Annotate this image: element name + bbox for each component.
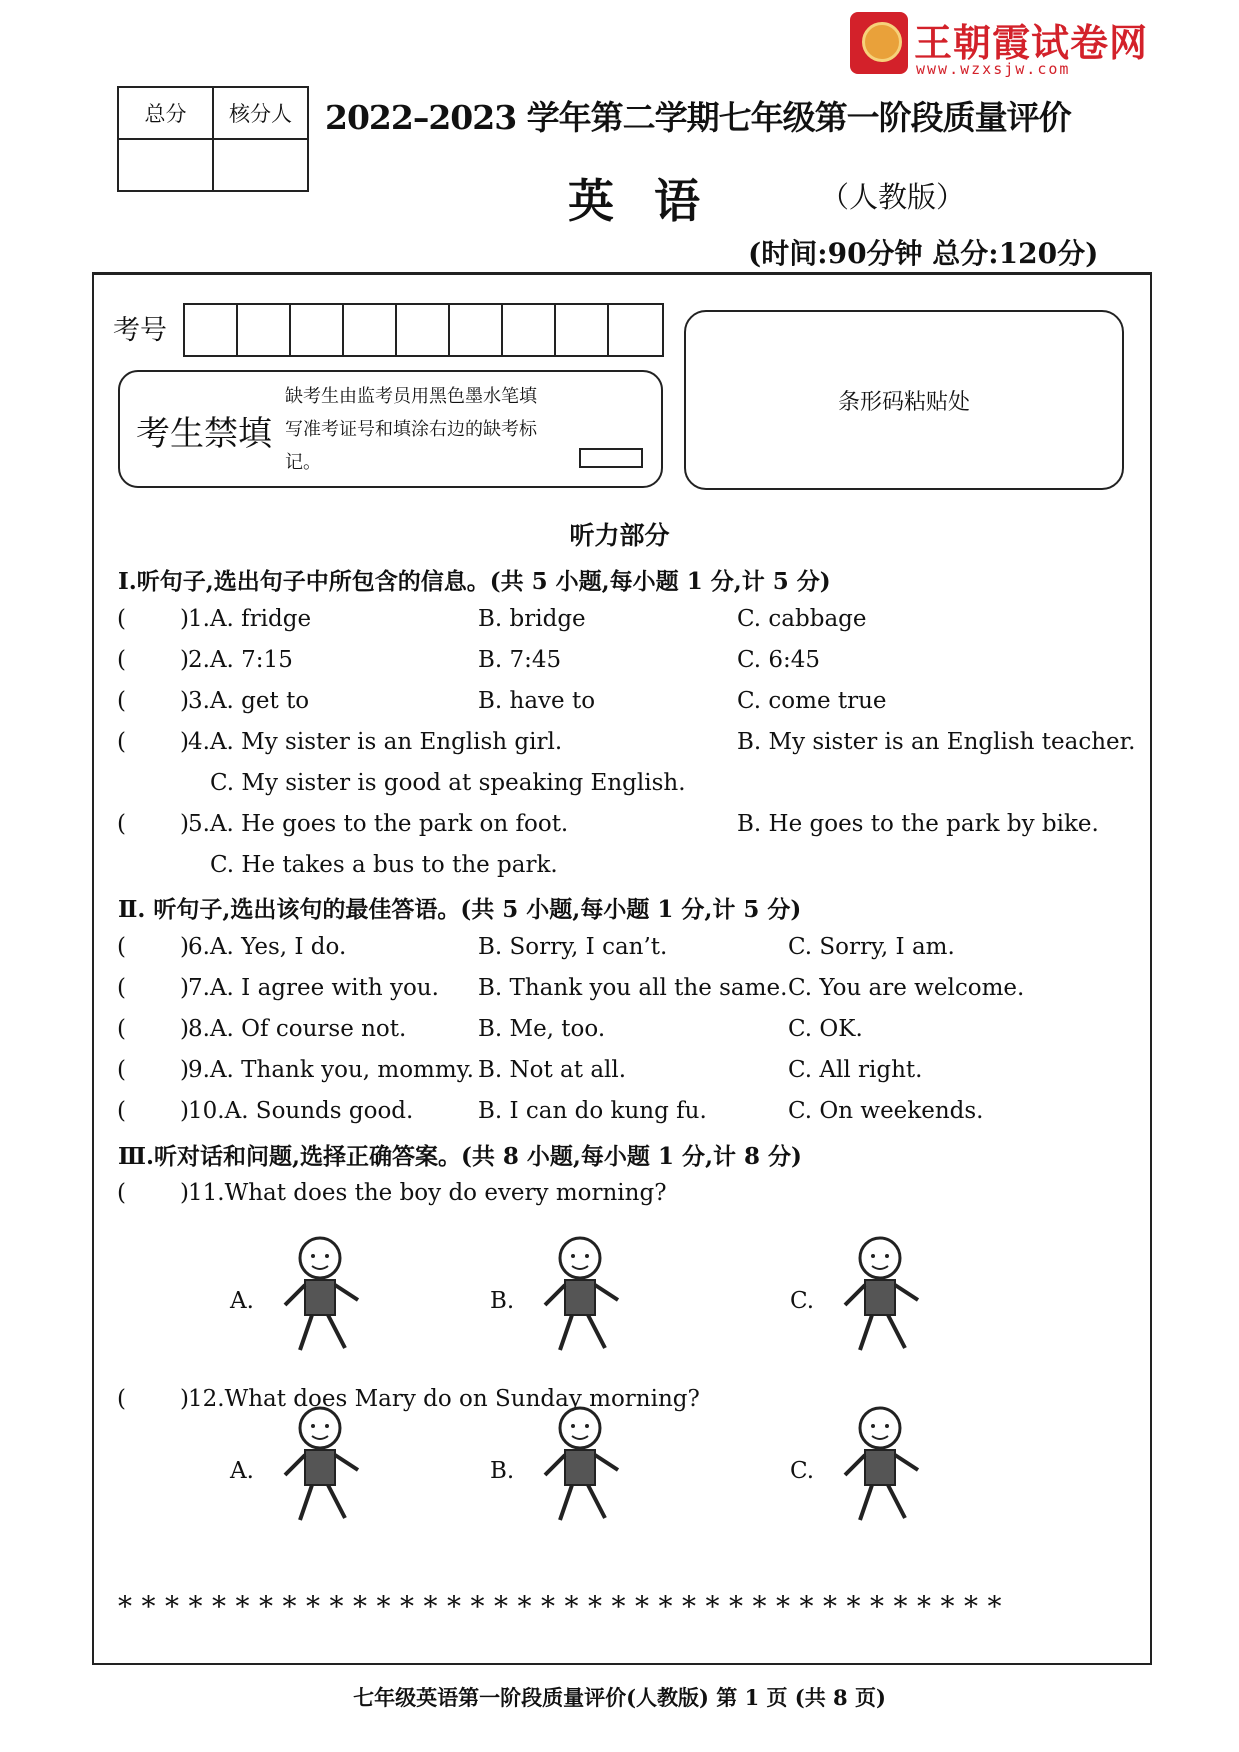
answer-paren-close: ) xyxy=(180,934,189,960)
question-4-option-a: 4.A. My sister is an English girl. xyxy=(188,729,563,755)
answer-paren-close: ) xyxy=(180,1098,189,1124)
logo-url: www.wzxsjw.com xyxy=(916,60,1071,78)
question-9-option-a: 9.A. Thank you, mommy. xyxy=(188,1057,474,1083)
checker-header: 核分人 xyxy=(213,87,308,139)
answer-paren-close: ) xyxy=(180,1386,189,1412)
question-7-option-b: B. Thank you all the same. xyxy=(478,975,788,1001)
answer-paren-open[interactable]: ( xyxy=(117,975,126,1001)
answer-paren-close: ) xyxy=(180,606,189,632)
total-score-cell[interactable] xyxy=(118,139,213,191)
total-score-header: 总分 xyxy=(118,87,213,139)
question-4-option-c: C. My sister is good at speaking English. xyxy=(210,770,686,796)
answer-paren-open[interactable]: ( xyxy=(117,1016,126,1042)
answer-paren-close: ) xyxy=(180,1016,189,1042)
candidate-forbidden-box xyxy=(118,370,663,488)
question-12-picture-b-illustration[interactable] xyxy=(530,1400,640,1530)
question-4-option-b: B. My sister is an English teacher. xyxy=(737,729,1136,755)
question-8-option-a: 8.A. Of course not. xyxy=(188,1016,407,1042)
checker-cell[interactable] xyxy=(213,139,308,191)
question-5-option-c: C. He takes a bus to the park. xyxy=(210,852,558,878)
answer-paren-open[interactable]: ( xyxy=(117,647,126,673)
question-1-option-c: C. cabbage xyxy=(737,606,867,632)
answer-paren-open[interactable]: ( xyxy=(117,1057,126,1083)
site-logo xyxy=(850,12,1162,78)
answer-paren-open[interactable]: ( xyxy=(117,1098,126,1124)
answer-paren-open[interactable]: ( xyxy=(117,934,126,960)
answer-paren-open[interactable]: ( xyxy=(117,729,126,755)
answer-paren-close: ) xyxy=(180,1180,189,1206)
question-5-option-b: B. He goes to the park by bike. xyxy=(737,811,1099,837)
listening-part-heading: 听力部分 xyxy=(569,521,670,550)
answer-paren-open[interactable]: ( xyxy=(117,688,126,714)
answer-paren-open[interactable]: ( xyxy=(117,1180,126,1206)
question-6-option-a: 6.A. Yes, I do. xyxy=(188,934,347,960)
question-11-text: 11.What does the boy do every morning? xyxy=(188,1180,667,1206)
subject-title: 英语 xyxy=(568,174,740,228)
question-12-picture-c-label: C. xyxy=(790,1458,815,1484)
question-3-option-b: B. have to xyxy=(478,688,596,714)
question-11-picture-c-label: C. xyxy=(790,1288,815,1314)
question-11-picture-a-illustration[interactable] xyxy=(270,1230,380,1360)
logo-name: 王朝霞试卷网 xyxy=(914,21,1149,65)
exam-number-boxes[interactable] xyxy=(183,303,664,357)
question-9-option-c: C. All right. xyxy=(788,1057,923,1083)
forbidden-note: 缺考生由监考员用黑色墨水笔填写准考证号和填涂右边的缺考标记。 xyxy=(285,386,537,473)
answer-paren-close: ) xyxy=(180,647,189,673)
question-2-option-c: C. 6:45 xyxy=(737,647,821,673)
question-1-option-b: B. bridge xyxy=(478,606,586,632)
question-10-option-b: B. I can do kung fu. xyxy=(478,1098,707,1124)
question-2-option-b: B. 7:45 xyxy=(478,647,562,673)
absent-mark-box[interactable] xyxy=(579,448,643,468)
section-3-title: Ⅲ.听对话和问题,选择正确答案。(共 8 小题,每小题 1 分,计 8 分) xyxy=(118,1143,802,1170)
question-10-option-c: C. On weekends. xyxy=(788,1098,984,1124)
question-7-option-a: 7.A. I agree with you. xyxy=(188,975,439,1001)
page-footer: 七年级英语第一阶段质量评价(人教版) 第 1 页 (共 8 页) xyxy=(353,1685,886,1710)
question-6-option-b: B. Sorry, I can’t. xyxy=(478,934,668,960)
answer-paren-open[interactable]: ( xyxy=(117,606,126,632)
question-7-option-c: C. You are welcome. xyxy=(788,975,1025,1001)
question-2-option-a: 2.A. 7:15 xyxy=(188,647,293,673)
answer-paren-close: ) xyxy=(180,688,189,714)
question-11-picture-a-label: A. xyxy=(230,1288,254,1314)
answer-paren-close: ) xyxy=(180,975,189,1001)
question-12-picture-a-label: A. xyxy=(230,1458,254,1484)
question-10-option-a: 10.A. Sounds good. xyxy=(188,1098,414,1124)
edition-label: （人教版） xyxy=(820,180,966,214)
question-12-picture-b-label: B. xyxy=(490,1458,515,1484)
answer-paren-close: ) xyxy=(180,729,189,755)
logo-badge-icon xyxy=(850,12,908,74)
score-table xyxy=(117,86,309,192)
question-6-option-c: C. Sorry, I am. xyxy=(788,934,955,960)
question-8-option-c: C. OK. xyxy=(788,1016,863,1042)
question-8-option-b: B. Me, too. xyxy=(478,1016,606,1042)
answer-paren-close: ) xyxy=(180,1057,189,1083)
time-score-info: (时间:90分钟 总分:120分) xyxy=(748,237,1099,270)
barcode-area xyxy=(684,310,1124,490)
answer-paren-open[interactable]: ( xyxy=(117,1386,126,1412)
question-12-picture-c-illustration[interactable] xyxy=(830,1400,940,1530)
question-11-picture-b-label: B. xyxy=(490,1288,515,1314)
question-11-picture-b-illustration[interactable] xyxy=(530,1230,640,1360)
question-12-picture-a-illustration[interactable] xyxy=(270,1400,380,1530)
answer-paren-open[interactable]: ( xyxy=(117,811,126,837)
question-3-option-c: C. come true xyxy=(737,688,887,714)
question-3-option-a: 3.A. get to xyxy=(188,688,310,714)
section-1-title: Ⅰ.听句子,选出句子中所包含的信息。(共 5 小题,每小题 1 分,计 5 分) xyxy=(118,568,831,595)
question-11-picture-c-illustration[interactable] xyxy=(830,1230,940,1360)
divider-stars: ************************************** xyxy=(118,1590,1011,1623)
exam-title: 2022–2023 学年第二学期七年级第一阶段质量评价 xyxy=(325,98,1071,137)
exam-number-label: 考号 xyxy=(113,315,167,346)
question-9-option-b: B. Not at all. xyxy=(478,1057,627,1083)
answer-paren-close: ) xyxy=(180,811,189,837)
question-5-option-a: 5.A. He goes to the park on foot. xyxy=(188,811,569,837)
barcode-label: 条形码粘贴处 xyxy=(837,389,970,415)
section-2-title: Ⅱ. 听句子,选出该句的最佳答语。(共 5 小题,每小题 1 分,计 5 分) xyxy=(118,896,802,923)
question-1-option-a: 1.A. fridge xyxy=(188,606,312,632)
forbidden-title: 考生禁填 xyxy=(136,414,272,454)
question-12-text: 12.What does Mary do on Sunday morning? xyxy=(188,1386,700,1412)
